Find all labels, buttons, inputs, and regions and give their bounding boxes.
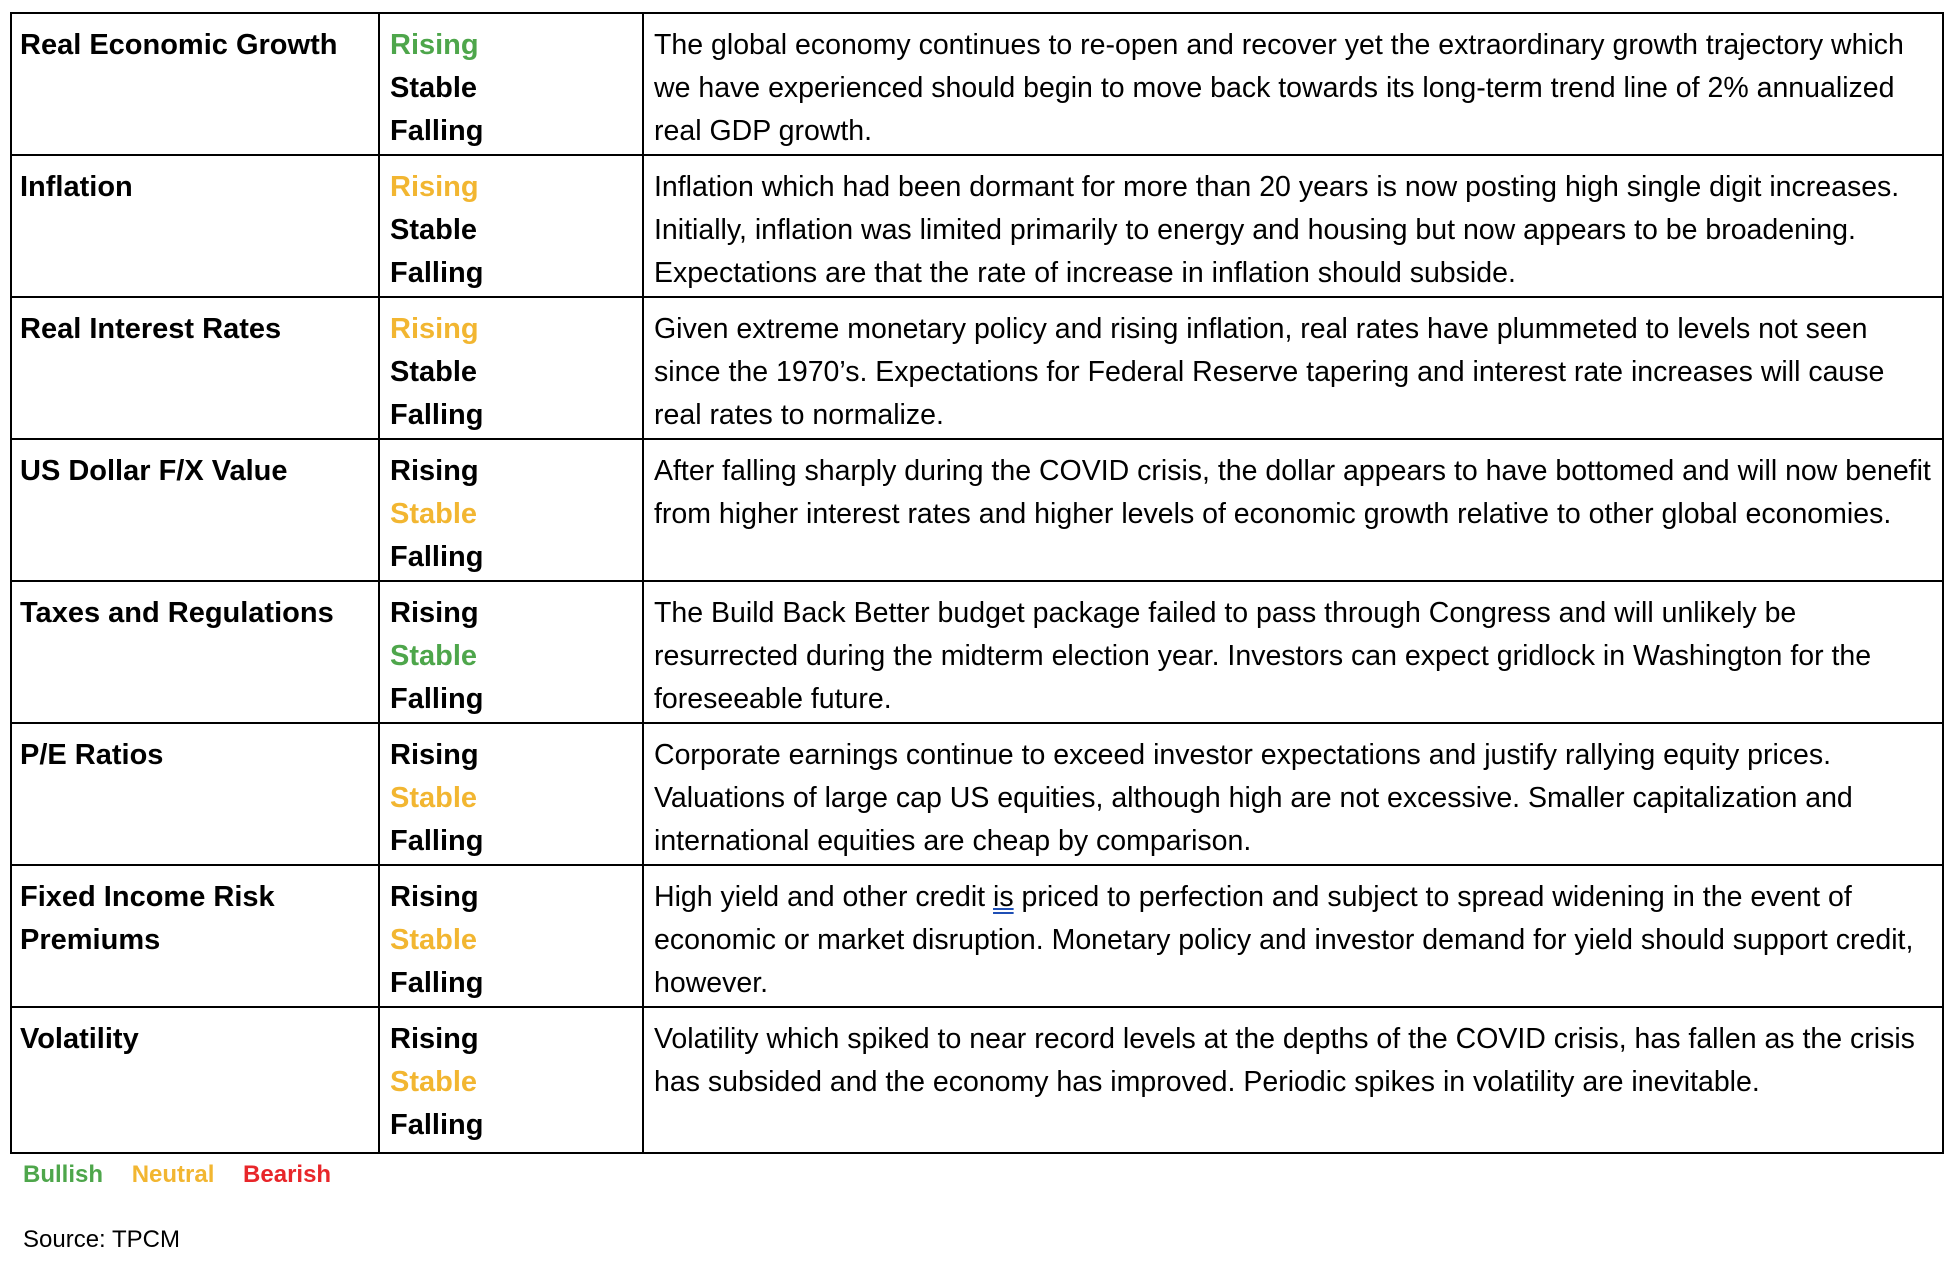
description-cell <box>643 723 1943 865</box>
factor-cell <box>11 155 379 297</box>
description-text: Volatility which spiked to near record levels at the depths of the COVID crisis, has fallen as the crisis has subsided and the economy has improved. Periodic spikes in volatility are inevitable. <box>654 1023 1915 1098</box>
direction-falling: Falling <box>390 825 484 857</box>
description-cell <box>643 1007 1943 1153</box>
factor-label: Real Economic Growth <box>20 29 338 61</box>
table-row <box>11 297 1943 439</box>
direction-stable: Stable <box>390 924 478 956</box>
direction-cell <box>379 155 643 297</box>
direction-rising: Rising <box>390 739 479 771</box>
direction-rising: Rising <box>390 171 479 203</box>
direction-cell <box>379 581 643 723</box>
legend-neutral: Neutral <box>131 1161 215 1188</box>
signal-legend <box>23 1160 353 1190</box>
direction-falling: Falling <box>390 399 484 431</box>
factor-cell <box>11 581 379 723</box>
factor-cell <box>11 1007 379 1153</box>
factor-cell <box>11 723 379 865</box>
direction-stable: Stable <box>390 72 478 104</box>
legend-bearish: Bearish <box>243 1161 332 1188</box>
factor-label: Inflation <box>20 171 133 203</box>
direction-stable: Stable <box>390 356 478 388</box>
source-note: Source: TPCM <box>23 1226 180 1253</box>
direction-rising: Rising <box>390 881 479 913</box>
direction-stable: Stable <box>390 1066 478 1098</box>
direction-rising: Rising <box>390 29 479 61</box>
description-text-part: High yield and other credit <box>654 881 994 913</box>
factor-label: P/E Ratios <box>20 739 164 771</box>
description-text: Inflation which had been dormant for more than 20 years is now posting high single digit increases. Initially, inflation was limited primarily to energy and housing but now appears to be broadening. Expectations are that the rate of increase in inflation should subside. <box>654 171 1900 289</box>
table-row <box>11 581 1943 723</box>
description-text: Corporate earnings continue to exceed investor expectations and justify rallying equity prices. Valuations of large cap US equities, although high are not excessive. Smaller capitalization and international equities are cheap by comparison. <box>654 739 1853 857</box>
direction-falling: Falling <box>390 967 484 999</box>
factor-label: Real Interest Rates <box>20 313 282 345</box>
factor-cell <box>11 13 379 155</box>
description-text: The global economy continues to re-open and recover yet the extraordinary growth trajectory which we have experienced should begin to move back towards its long-term trend line of 2% annualized real GDP growth. <box>654 29 1904 147</box>
direction-rising: Rising <box>390 1023 479 1055</box>
factor-cell <box>11 439 379 581</box>
factor-label: Volatility <box>20 1023 139 1055</box>
description-cell <box>643 865 1943 1007</box>
direction-rising: Rising <box>390 455 479 487</box>
table-row <box>11 865 1943 1007</box>
macro-outlook-table <box>10 12 1944 1154</box>
direction-falling: Falling <box>390 683 484 715</box>
description-text: The Build Back Better budget package failed to pass through Congress and will unlikely be resurrected during the midterm election year. Investors can expect gridlock in Washington for the foreseeable future. <box>654 597 1872 715</box>
direction-cell <box>379 723 643 865</box>
description-text: Given extreme monetary policy and rising inflation, real rates have plummeted to levels not seen since the 1970’s. Expectations for Federal Reserve tapering and interest rate increases will cause real rates to normalize. <box>654 313 1885 431</box>
factor-cell <box>11 865 379 1007</box>
table-row <box>11 155 1943 297</box>
direction-falling: Falling <box>390 1109 484 1141</box>
outlook-page <box>10 12 1942 1154</box>
factor-cell <box>11 297 379 439</box>
direction-cell <box>379 1007 643 1153</box>
description-cell <box>643 297 1943 439</box>
direction-cell <box>379 439 643 581</box>
table-row <box>11 1007 1943 1153</box>
direction-rising: Rising <box>390 597 479 629</box>
legend-bullish: Bullish <box>23 1161 104 1188</box>
direction-stable: Stable <box>390 214 478 246</box>
direction-stable: Stable <box>390 640 478 672</box>
direction-falling: Falling <box>390 541 484 573</box>
factor-label: Fixed Income Risk Premiums <box>20 881 275 956</box>
description-text-part: priced to perfection and subject to spread widening in the event of economic or market disruption. Monetary policy and investor demand for yield should support credit, however. <box>654 881 1914 999</box>
table-row <box>11 13 1943 155</box>
direction-cell <box>379 865 643 1007</box>
direction-rising: Rising <box>390 313 479 345</box>
description-underlined-word: is <box>993 881 1014 913</box>
direction-cell <box>379 13 643 155</box>
direction-stable: Stable <box>390 782 478 814</box>
description-cell <box>643 155 1943 297</box>
direction-falling: Falling <box>390 257 484 289</box>
description-cell <box>643 439 1943 581</box>
description-text: After falling sharply during the COVID crisis, the dollar appears to have bottomed and will now benefit from higher interest rates and higher levels of economic growth relative to other global economies. <box>654 455 1931 530</box>
direction-stable: Stable <box>390 498 478 530</box>
table-row <box>11 723 1943 865</box>
description-cell <box>643 13 1943 155</box>
description-text <box>644 866 1942 1005</box>
description-cell <box>643 581 1943 723</box>
factor-label: Taxes and Regulations <box>20 597 334 629</box>
direction-falling: Falling <box>390 115 484 147</box>
table-row <box>11 439 1943 581</box>
direction-cell <box>379 297 643 439</box>
factor-label: US Dollar F/X Value <box>20 455 288 487</box>
